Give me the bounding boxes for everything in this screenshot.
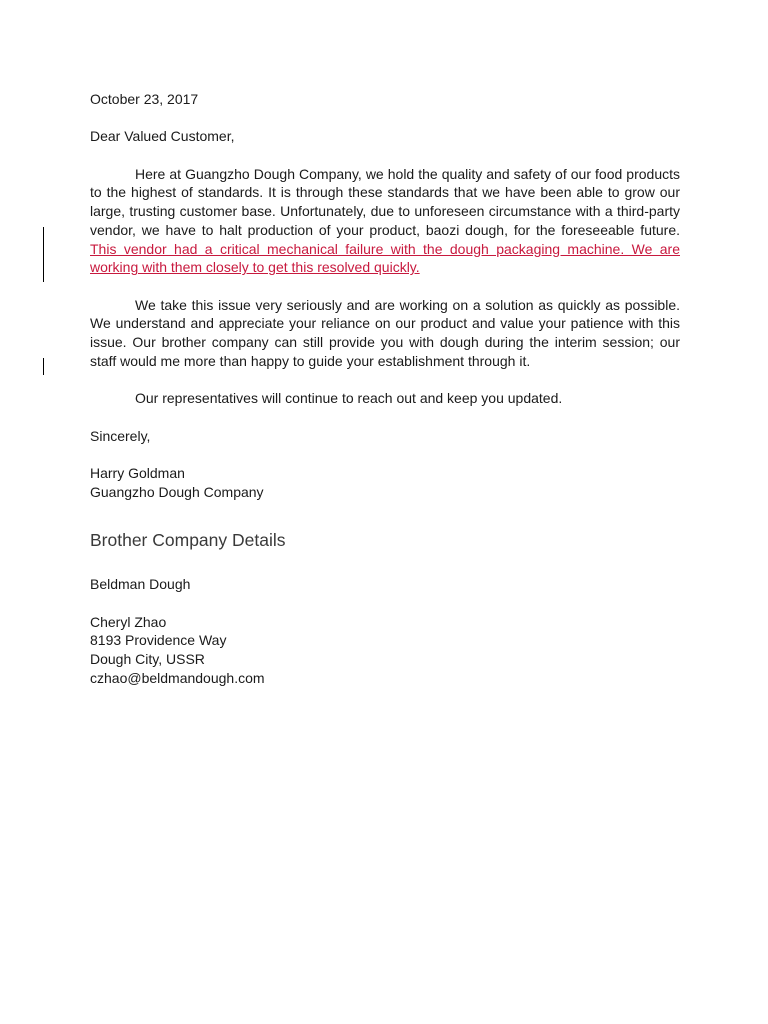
signer-name: Harry Goldman [90, 464, 185, 481]
signer-company: Guangzho Dough Company [90, 483, 264, 500]
brother-company-name: Beldman Dough [90, 576, 191, 593]
address-line-2: Dough City, USSR [90, 651, 205, 668]
brother-company-heading: Brother Company Details [90, 530, 286, 551]
body-paragraph-3: Our representatives will continue to reach out and keep you updated. [135, 390, 563, 407]
body-paragraph-1-text: Here at Guangzho Dough Company, we hold the quality and safety of our food products to the highest of standards. It is through these standards that we have been able to grow our large, trusting customer base. Unfortunately, due to unforeseen circumstance with a third-party vendor, we have to halt production of your product, baozi dough, for the foreseeable future. [90, 165, 680, 238]
change-bar-paragraph-2 [43, 358, 44, 375]
contact-name: Cheryl Zhao [90, 613, 167, 630]
tracked-insertion[interactable]: This vendor had a critical mechanical failure with the dough packaging machine. We are working with them closely to get this resolved quickly. [90, 240, 680, 276]
contact-email: czhao@beldmandough.com [90, 669, 265, 686]
body-paragraph-1 [90, 165, 680, 277]
body-paragraph-2: We take this issue very seriously and are working on a solution as quickly as possible. We understand and appreciate your reliance on our product and value your patience with this issue. Our brother company can still provide you with dough during the interim session; our staff would me more than happy to guide your establishment through it. [90, 296, 680, 369]
closing: Sincerely, [90, 427, 151, 444]
letter-date: October 23, 2017 [90, 91, 199, 107]
address-line-1: 8193 Providence Way [90, 632, 227, 649]
letter-page [90, 90, 680, 688]
salutation: Dear Valued Customer, [90, 128, 235, 145]
change-bar-paragraph-1 [43, 227, 44, 282]
